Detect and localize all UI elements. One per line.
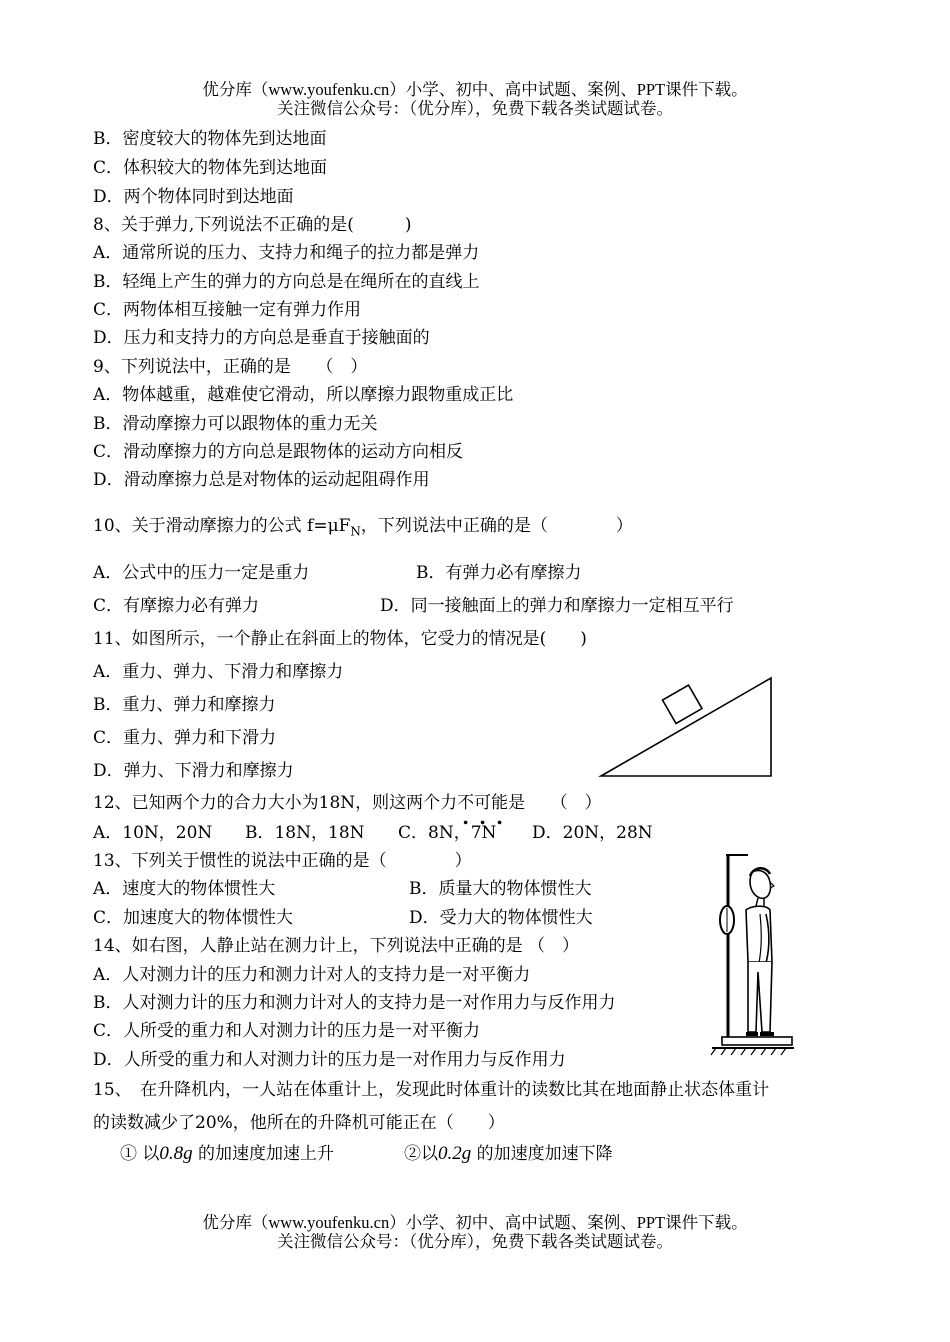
- q14-option-a: A．人对测力计的压力和测力计对人的支持力是一对平衡力: [93, 965, 531, 985]
- q12-option-d: D．20N，28N: [532, 823, 653, 843]
- q11-option-a: A．重力、弹力、下滑力和摩擦力: [93, 662, 344, 682]
- q9-option-c: C．滑动摩擦力的方向总是跟物体的运动方向相反: [93, 442, 464, 462]
- q14-stem: 14、如右图，人静止站在测力计上，下列说法中正确的是 （ ）: [93, 936, 580, 956]
- q13-option-a: A．速度大的物体惯性大: [93, 879, 276, 899]
- q10-stem-prefix: 10、关于滑动摩擦力的公式 f=μF: [93, 516, 351, 536]
- q7-option-b: B．密度较大的物体先到达地面: [93, 129, 327, 149]
- q10-option-c: C．有摩擦力必有弹力: [93, 596, 260, 616]
- q7-option-d: D．两个物体同时到达地面: [93, 187, 294, 207]
- header-line-1: 优分库（www.youfenku.cn）小学、初中、高中试题、案例、PPT课件下载。: [202, 80, 748, 99]
- q13-stem: 13、下列关于惯性的说法中正确的是（ ）: [93, 851, 472, 871]
- q12-option-a: A．10N，20N: [93, 823, 213, 843]
- q10-stem-sub: N: [350, 524, 361, 539]
- q13-option-b: B．质量大的物体惯性大: [409, 879, 592, 899]
- q11-option-d: D．弹力、下滑力和摩擦力: [93, 761, 294, 781]
- q15-option-1: [120, 1143, 334, 1165]
- q15-opt2-value: 0.2g: [438, 1143, 472, 1164]
- q12-stem-prefix: 12、已知两个力的合力大小为18N，则这两个力: [93, 793, 458, 813]
- q10-stem-suffix: ，下列说法中正确的是（ ）: [360, 516, 633, 536]
- q15-opt1-suffix: 的加速度加速上升: [192, 1144, 335, 1164]
- q12-emphasis-1: 不: [457, 793, 475, 813]
- scale-platform: [722, 1037, 792, 1045]
- footer-line-1: 优分库（www.youfenku.cn）小学、初中、高中试题、案例、PPT课件下载。: [202, 1213, 748, 1232]
- q10-option-b: B．有弹力必有摩擦力: [416, 563, 582, 583]
- block-on-incline: [663, 685, 702, 723]
- q12-emphasis-2: 可: [474, 793, 492, 813]
- q9-stem: 9、下列说法中，正确的是 （ ）: [93, 357, 368, 377]
- q9-option-a: A．物体越重，越难使它滑动，所以摩擦力跟物重成正比: [93, 385, 514, 405]
- q14-option-d: D．人所受的重力和人对测力计的压力是一对作用力与反作用力: [93, 1050, 566, 1070]
- q9-option-b: B．滑动摩擦力可以跟物体的重力无关: [93, 414, 378, 434]
- q14-option-c: C．人所受的重力和人对测力计的压力是一对平衡力: [93, 1021, 481, 1041]
- q12-stem: [93, 792, 602, 814]
- q8-option-c: C．两物体相互接触一定有弹力作用: [93, 300, 362, 320]
- q7-option-c: C．体积较大的物体先到达地面: [93, 158, 328, 178]
- q12-option-b: B．18N，18N: [245, 823, 365, 843]
- q9-option-d: D．滑动摩擦力总是对物体的运动起阻碍作用: [93, 470, 430, 490]
- q11-option-c: C．重力、弹力和下滑力: [93, 728, 277, 748]
- q15-opt1-prefix: ① 以: [120, 1144, 160, 1164]
- q11-stem: 11、如图所示，一个静止在斜面上的物体，它受力的情况是( ): [93, 629, 587, 649]
- q8-option-a: A．通常所说的压力、支持力和绳子的拉力都是弹力: [93, 243, 480, 263]
- q8-option-d: D．压力和支持力的方向总是垂直于接触面的: [93, 328, 430, 348]
- q10-option-d: D．同一接触面上的弹力和摩擦力一定相互平行: [380, 596, 734, 616]
- incline-diagram: [595, 672, 780, 782]
- q15-stem-line-2: 的读数减少了20%，他所在的升降机可能正在（ ）: [93, 1113, 505, 1133]
- q15-opt2-prefix: ②以: [404, 1144, 438, 1164]
- person-figure: [746, 868, 774, 1036]
- q15-opt2-suffix: 的加速度加速下降: [471, 1144, 613, 1164]
- q15-stem-line-1: 15、 在升降机内，一人站在体重计上，发现此时体重计的读数比其在地面静止状态体重计: [93, 1080, 770, 1100]
- q14-option-b: B．人对测力计的压力和测力计对人的支持力是一对作用力与反作用力: [93, 993, 616, 1013]
- q10-option-a: A．公式中的压力一定是重力: [93, 563, 310, 583]
- footer-line-2: 关注微信公众号：（优分库），免费下载各类试题试卷。: [277, 1232, 673, 1251]
- q8-option-b: B．轻绳上产生的弹力的方向总是在绳所在的直线上: [93, 272, 480, 292]
- q15-option-2: [404, 1143, 613, 1165]
- q11-option-b: B．重力、弹力和摩擦力: [93, 695, 276, 715]
- q15-opt1-value: 0.8g: [159, 1143, 193, 1164]
- q12-stem-suffix: 是 （ ）: [508, 793, 602, 813]
- q12-emphasis-3: 能: [491, 793, 509, 813]
- q12-option-c: C．8N，7N: [398, 823, 497, 843]
- q10-stem: [93, 515, 633, 542]
- person-on-scale-diagram: [708, 852, 798, 1062]
- q13-option-c: C．加速度大的物体惯性大: [93, 908, 294, 928]
- q8-stem: 8、关于弹力,下列说法不正确的是( ): [93, 215, 412, 235]
- header-line-2: 关注微信公众号：（优分库），免费下载各类试题试卷。: [277, 99, 673, 118]
- q13-option-d: D．受力大的物体惯性大: [409, 908, 593, 928]
